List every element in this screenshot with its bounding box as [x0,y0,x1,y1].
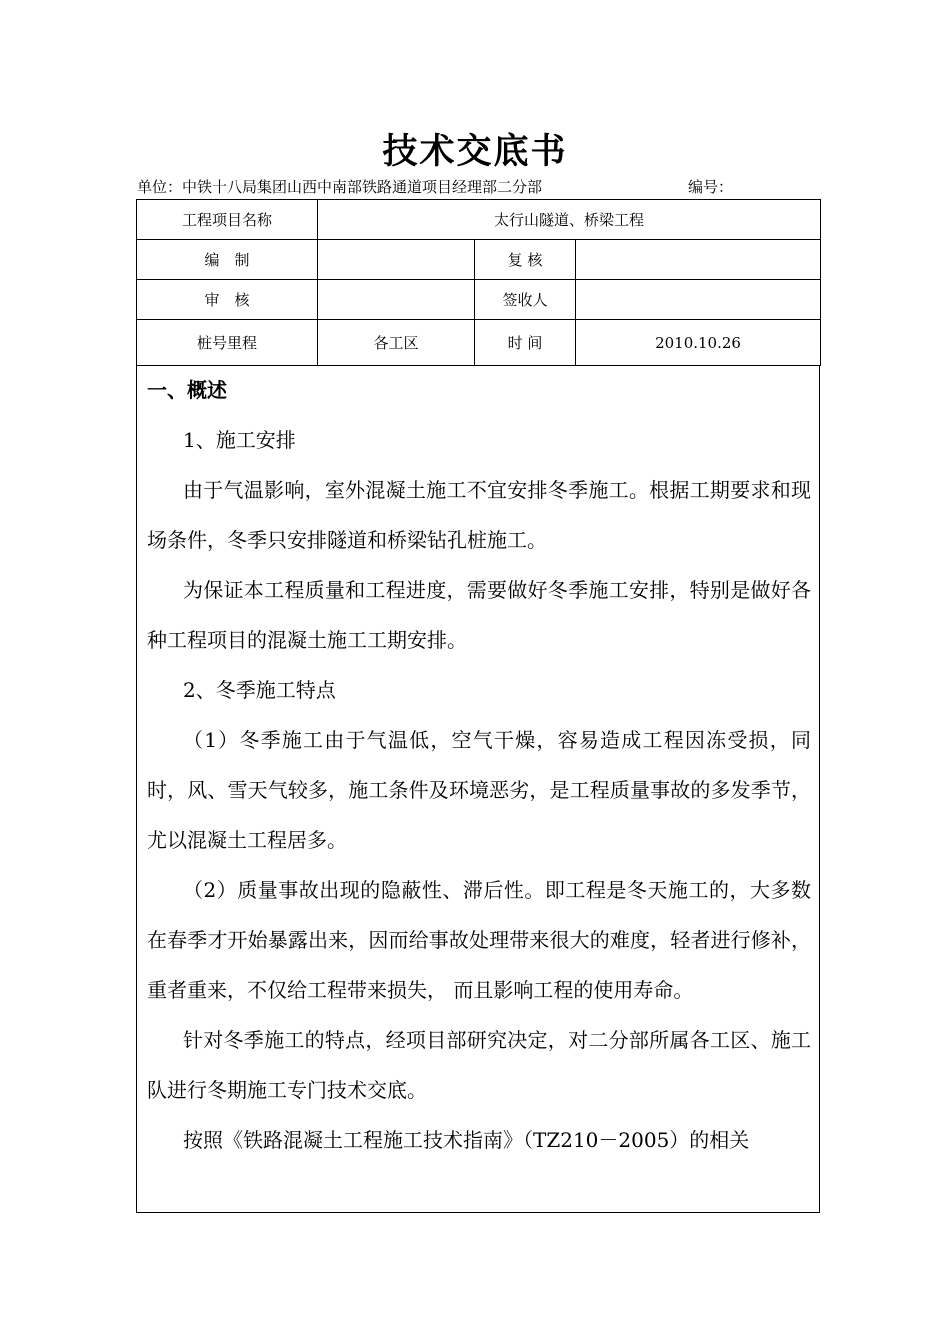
paragraph: 针对冬季施工的特点，经项目部研究决定，对二分部所属各工区、施工队进行冬期施工专门技术交底。 [147,1028,811,1102]
chainage-label: 桩号里程 [137,320,318,366]
table-row [137,280,821,320]
unit-line: 单位：中铁十八局集团山西中南部铁路通道项目经理部二分部 [137,178,543,196]
time-label: 时 间 [475,320,576,366]
table-row [137,240,821,280]
subsection-heading: 2、冬季施工特点 [183,678,336,702]
paragraph: 由于气温影响，室外混凝土施工不宜安排冬季施工。根据工期要求和现场条件，冬季只安排隧道和桥梁钻孔桩施工。 [147,478,811,552]
receiver-label: 签收人 [475,280,576,320]
recheck-value [576,240,821,280]
project-name-value: 太行山隧道、桥梁工程 [318,200,821,240]
prepared-by-value [318,240,475,280]
review-label: 审 核 [137,280,318,320]
chainage-value: 各工区 [318,320,475,366]
paragraph: （2）质量事故出现的隐蔽性、滞后性。即工程是冬天施工的，大多数在春季才开始暴露出来，因而给事故处理带来很大的难度，轻者进行修补，重者重来，不仅给工程带来损失， 而且影响工程的使用寿命。 [147,878,811,1002]
time-value: 2010.10.26 [576,320,821,366]
section-heading: 一、概述 [147,378,227,402]
recheck-label: 复 核 [475,240,576,280]
subsection-heading: 1、施工安排 [183,428,296,452]
content-text [147,365,811,1165]
prepared-by-label: 编 制 [137,240,318,280]
paragraph: 按照《铁路混凝土工程施工技术指南》（TZ210－2005）的相关 [183,1128,750,1152]
review-value [318,280,475,320]
table-row [137,200,821,240]
paragraph: 为保证本工程质量和工程进度，需要做好冬季施工安排，特别是做好各种工程项目的混凝土施工工期安排。 [147,578,811,652]
receiver-value [576,280,821,320]
project-name-label: 工程项目名称 [137,200,318,240]
document-title: 技术交底书 [382,131,568,172]
info-table [136,199,821,366]
table-row [137,320,821,366]
serial-number-label: 编号： [688,178,734,196]
paragraph: （1）冬季施工由于气温低，空气干燥，容易造成工程因冻受损，同时，风、雪天气较多，施工条件及环境恶劣，是工程质量事故的多发季节，尤以混凝土工程居多。 [147,728,811,852]
content-box [136,365,820,1213]
